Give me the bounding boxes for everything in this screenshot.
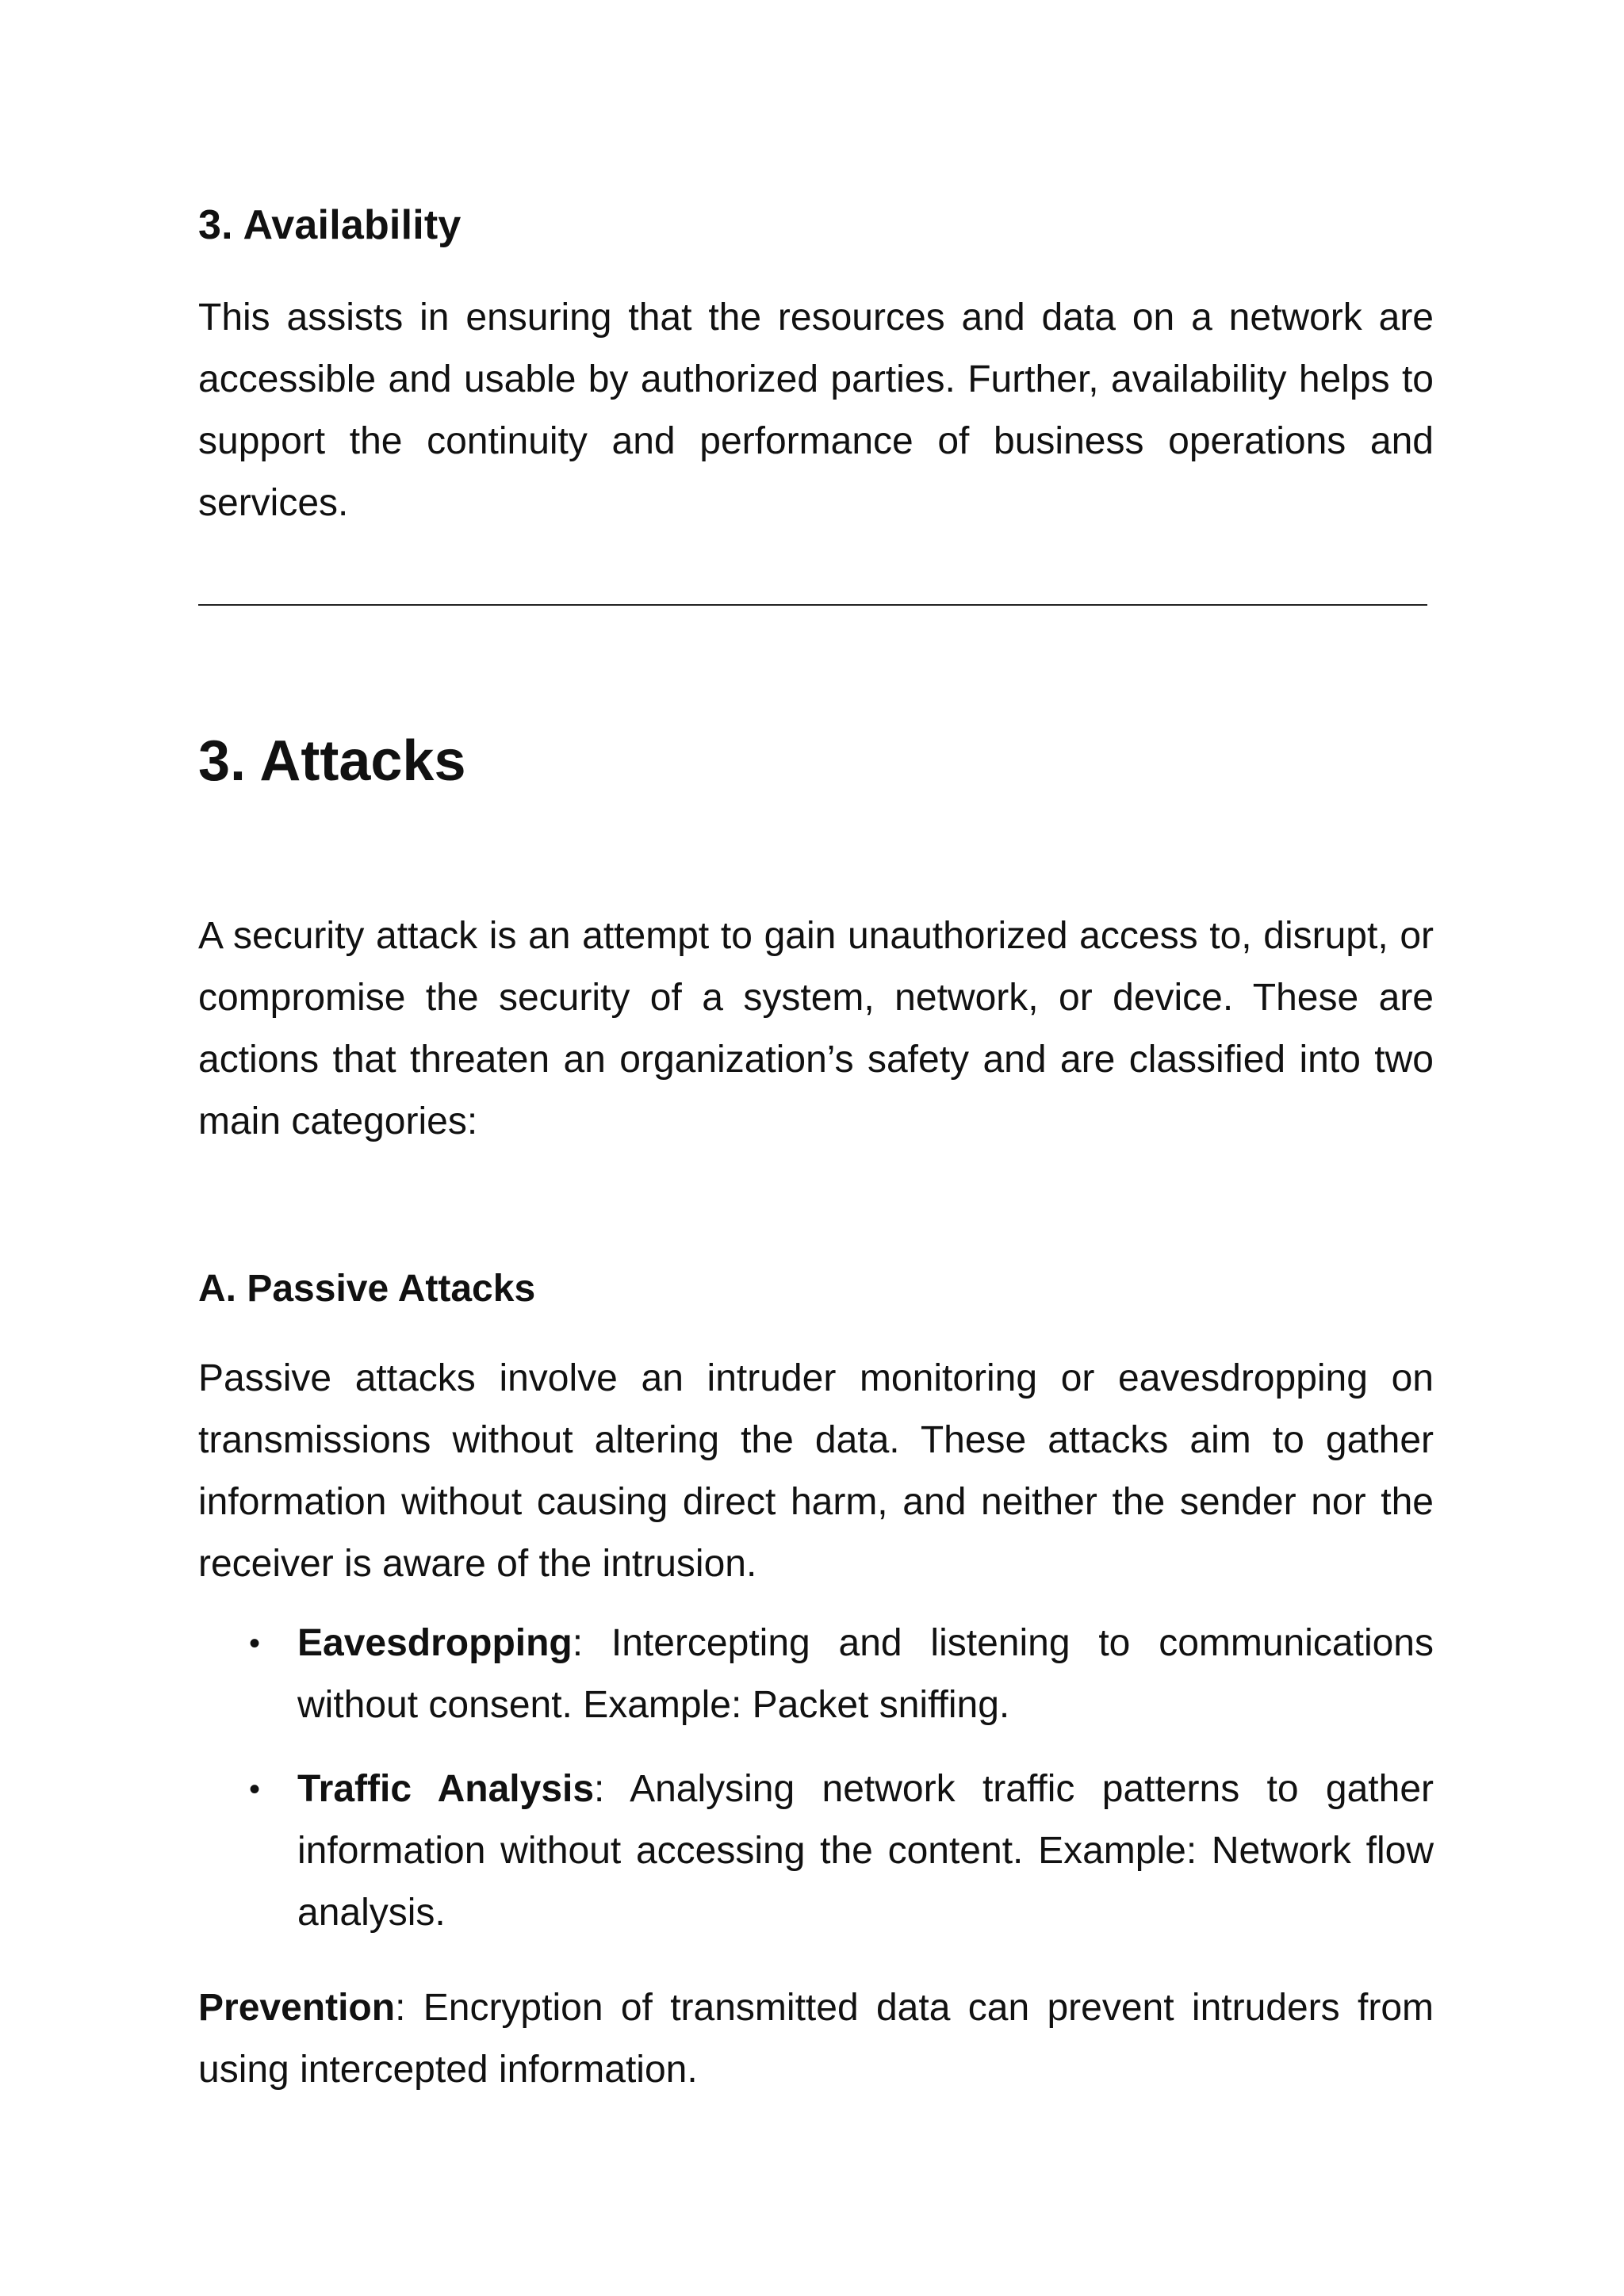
prevention-term: Prevention — [198, 1987, 396, 2029]
passive-attacks-heading: A. Passive Attacks — [198, 1268, 536, 1310]
bullet-icon: • — [249, 1772, 261, 1807]
attacks-heading: 3. Attacks — [198, 729, 466, 793]
bullet-term: Traffic Analysis — [297, 1768, 595, 1810]
prevention-text: : Encryption of transmitted data can prevent intruders from using intercepted information. — [198, 1987, 1434, 2091]
availability-paragraph: This assists in ensuring that the resources and data on a network are accessible and usable by authorized parties. Further, availability helps to support the continuity and performance of business operations and services. — [198, 297, 1434, 524]
list-item — [198, 1758, 1434, 1944]
section-divider — [198, 604, 1427, 606]
passive-attacks-list — [198, 1613, 1434, 1966]
attacks-intro-paragraph: A security attack is an attempt to gain unauthorized access to, disrupt, or compromise the security of a system, network, or device. These are actions that threaten an organization’s safety and are classified into two main categories: — [198, 915, 1434, 1142]
bullet-text: : Analysing network traffic patterns to gather information without accessing the content. Example: Network flow analysis. — [297, 1768, 1434, 1934]
bullet-text: : Intercepting and listening to communications without consent. Example: Packet sniffing. — [297, 1622, 1434, 1726]
bullet-icon: • — [249, 1626, 261, 1661]
list-item — [198, 1613, 1434, 1736]
availability-heading: 3. Availability — [198, 202, 462, 248]
passive-attacks-paragraph: Passive attacks involve an intruder monitoring or eavesdropping on transmissions without altering the data. These attacks aim to gather information without causing direct harm, and neither the sender nor the receiver is aware of the intrusion. — [198, 1357, 1434, 1585]
prevention-paragraph — [198, 1977, 1434, 2101]
bullet-term: Eavesdropping — [297, 1622, 573, 1664]
